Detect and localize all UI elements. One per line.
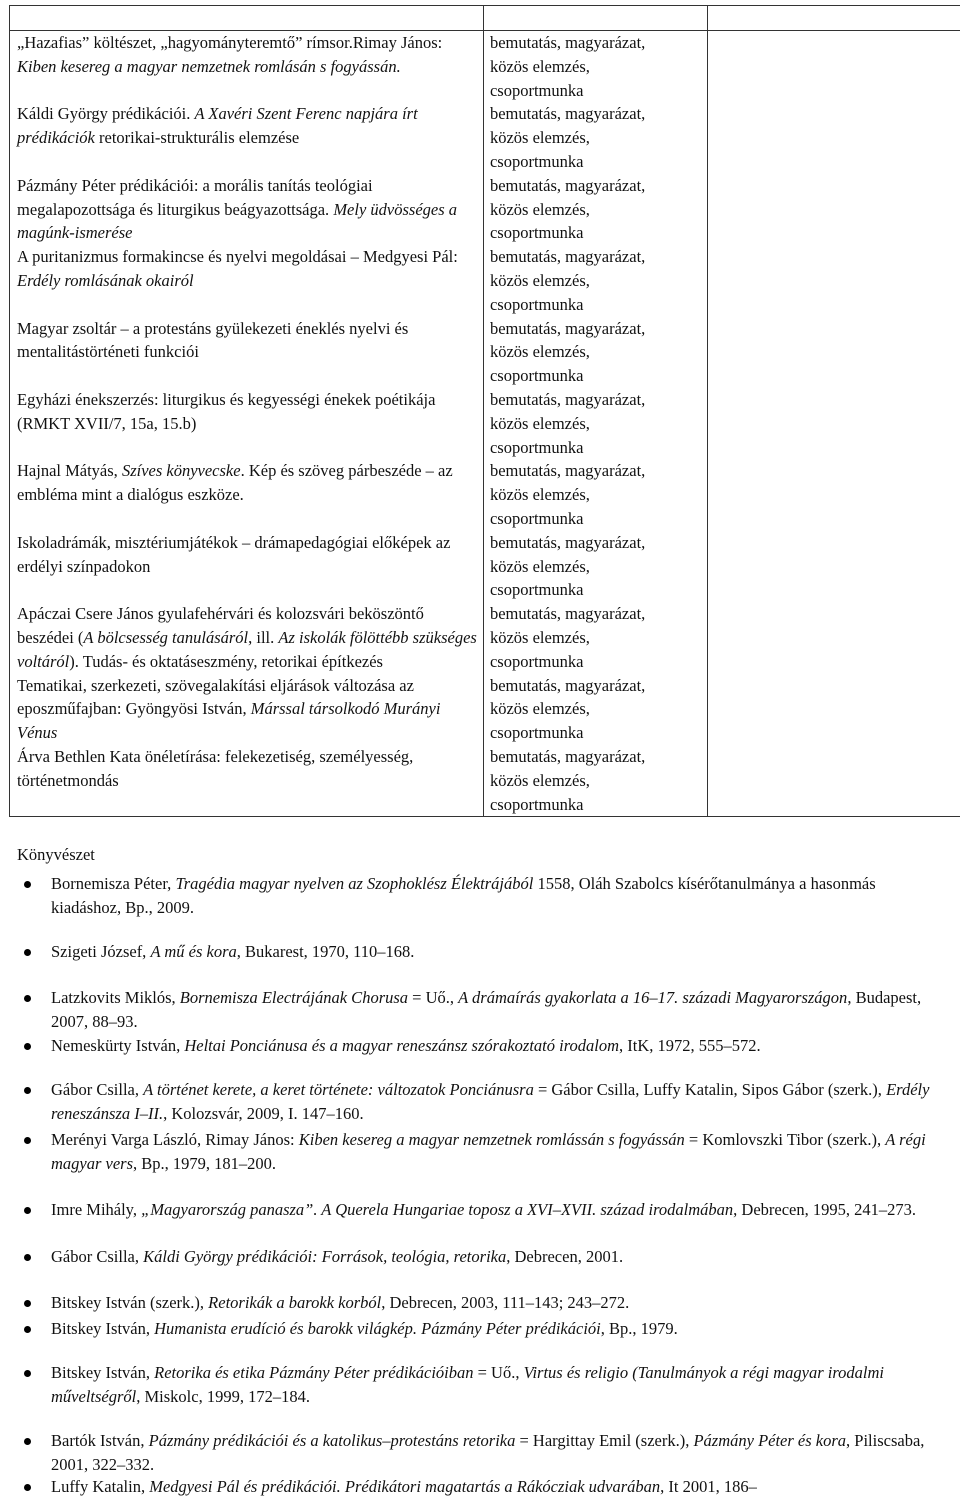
empty-cell <box>708 31 960 817</box>
reference-part: Medgyesi Pál és prédikációi. Prédikátori magatartás a Rákócziak udvarában <box>149 1477 661 1496</box>
bullet-icon <box>24 1484 31 1491</box>
reference-part: , Piliscsaba, 2001, 322‒332. <box>51 1431 925 1474</box>
topic-entry <box>17 174 477 245</box>
topic-entry <box>17 31 477 102</box>
bibliography-heading: Könyvészet <box>17 845 95 864</box>
reference-part: = Komlovszki Tibor (szerk.), <box>684 1130 886 1149</box>
method-line: bemutatás, magyarázat, <box>489 746 646 766</box>
topic-entry <box>17 388 477 459</box>
topic-entry <box>17 459 477 530</box>
topic-part: Káldi György prédikációi. <box>17 104 195 124</box>
method-line: csoportmunka <box>489 723 584 743</box>
reference-part: Erdély reneszánsza I‒II. <box>51 1080 930 1123</box>
reference-part: = Gábor Csilla, Luffy Katalin, Sipos Gábor (szerk.), <box>533 1080 887 1099</box>
reference-part: Merényi Varga László, Rimay János: <box>51 1130 299 1149</box>
reference-part: Káldi György prédikációi: Források, teológia, retorika <box>143 1247 507 1266</box>
reference-part: Heltai Ponciánusa és a magyar reneszánsz szórakoztató irodalom <box>184 1036 619 1055</box>
empty-cell <box>10 6 484 31</box>
bullet-icon <box>24 949 31 956</box>
reference-part: , ItK, 1972, 555‒572. <box>619 1036 761 1055</box>
method-entry <box>490 245 707 316</box>
bullet-icon <box>24 1254 31 1261</box>
topic-part: Erdély romlásának okairól <box>17 270 194 290</box>
reference-text <box>51 1291 941 1315</box>
document-page <box>5 5 955 1499</box>
reference-text <box>51 1429 941 1476</box>
topic-part: A Xavéri Szent Ferenc napjára írt prédikációk <box>17 104 418 148</box>
bullet-icon <box>24 1370 31 1377</box>
method-line: közös elemzés, <box>489 128 590 148</box>
method-line: csoportmunka <box>489 437 584 457</box>
method-entry <box>490 745 707 816</box>
empty-cell <box>708 6 960 31</box>
reference-text <box>51 940 941 964</box>
method-line: közös elemzés, <box>489 770 590 790</box>
reference-text <box>51 1245 941 1269</box>
method-line: bemutatás, magyarázat, <box>489 461 646 481</box>
reference-part: = Uő., <box>473 1363 524 1382</box>
empty-cell <box>483 6 707 31</box>
reference-text <box>51 1475 941 1499</box>
reference-part: 1558, Oláh Szabolcs kísérőtanulmánya a hasonmás kiadáshoz, Bp., 2009. <box>51 874 876 917</box>
method-line: bemutatás, magyarázat, <box>489 104 646 124</box>
method-line: közös elemzés, <box>489 556 590 576</box>
reference-part: Luffy Katalin, <box>51 1477 150 1496</box>
topic-part: retorikai-strukturális elemzése <box>94 128 300 148</box>
reference-part: Tragédia magyar nyelven az Szophoklész Élektrájából <box>175 874 534 893</box>
method-line: bemutatás, magyarázat, <box>489 532 646 552</box>
reference-part: = Uő., <box>408 988 459 1007</box>
reference-part: , Debrecen, 2003, 111‒143; 243‒272. <box>381 1293 630 1312</box>
reference-part: Bitskey István, <box>51 1319 155 1338</box>
reference-part: Nemeskürty István, <box>51 1036 185 1055</box>
method-line: közös elemzés, <box>489 413 590 433</box>
method-line: bemutatás, magyarázat, <box>489 33 646 52</box>
method-line: csoportmunka <box>489 651 584 671</box>
bullet-icon <box>24 1300 31 1307</box>
topic-part: „Hazafias” költészet, „hagyományteremtő” rímsor. <box>17 33 353 52</box>
reference-text <box>51 1198 941 1222</box>
method-line: bemutatás, magyarázat, <box>489 675 646 695</box>
method-line: közös elemzés, <box>489 699 590 719</box>
reference-text <box>51 1034 941 1058</box>
reference-part: Bartók István, <box>51 1431 149 1450</box>
table-header-row <box>10 6 960 31</box>
table-body-row <box>10 31 960 817</box>
topic-part: , ill. <box>248 627 279 647</box>
reference-part: Imre Mihály, <box>51 1200 142 1219</box>
topic-part: Tematikai, szerkezeti, szövegalakítási eljárások változása az eposzműfajban: Gyöngyösi István, <box>17 675 414 719</box>
topic-part: A puritanizmus formakincse és nyelvi megoldásai ‒ Medgyesi Pál: <box>17 247 458 267</box>
bullet-icon <box>24 995 31 1002</box>
reference-part: , Bukarest, 1970, 110‒168. <box>236 942 415 961</box>
method-line: közös elemzés, <box>489 485 590 505</box>
topic-part: Kiben kesereg a magyar nemzetnek romlásán s fogyássán. <box>17 56 401 76</box>
bullet-icon <box>24 1043 31 1050</box>
bullet-icon <box>24 881 31 888</box>
reference-text <box>51 1078 941 1125</box>
topic-part: Magyar zsoltár ‒ a protestáns gyülekezeti éneklés nyelvi és mentalitástörténeti funkciói <box>17 318 409 362</box>
reference-part: Retorika és etika Pázmány Péter prédikációiban <box>154 1363 474 1382</box>
topic-entry <box>17 531 477 602</box>
reference-part: „Magyarország panasza”. A Querela Hungariae toposz a XVI‒XVII. század irodalmában <box>141 1200 734 1219</box>
reference-part: , Miskolc, 1999, 172‒184. <box>136 1386 310 1406</box>
reference-part: , Kolozsvár, 2009, I. 147‒160. <box>163 1103 364 1123</box>
topic-part: Rimay János: <box>352 33 443 52</box>
course-schedule-table <box>9 5 960 817</box>
method-line: csoportmunka <box>489 294 584 314</box>
reference-text <box>51 986 941 1033</box>
topic-part: Mely üdvösséges a magúnk-ismerése <box>17 199 458 243</box>
reference-text <box>51 1128 941 1175</box>
reference-part: , Debrecen, 2001. <box>506 1247 624 1266</box>
bullet-icon <box>24 1326 31 1333</box>
reference-part: = Hargittay Emil (szerk.), <box>515 1431 694 1450</box>
reference-part: A régi magyar vers <box>51 1130 926 1173</box>
reference-part: A történet kerete, a keret története: változatok Ponciánusra <box>143 1080 534 1099</box>
reference-part: Bornemisza Péter, <box>51 874 176 893</box>
method-line: csoportmunka <box>489 366 584 386</box>
reference-text <box>51 872 941 919</box>
method-line: közös elemzés, <box>489 56 590 76</box>
methods-cell <box>483 31 707 817</box>
reference-part: Bitskey István, <box>51 1363 155 1382</box>
bullet-icon <box>24 1438 31 1445</box>
topic-part: Iskoladrámák, misztériumjátékok ‒ drámapedagógiai előképek az erdélyi színpadokon <box>17 532 451 576</box>
reference-part: Virtus és religio (Tanulmányok a régi magyar irodalmi műveltségről <box>51 1363 884 1406</box>
method-entry <box>490 602 707 673</box>
bullet-icon <box>24 1207 31 1214</box>
topic-part: Pázmány Péter prédikációi: a morális tanítás teológiai megalapozottsága és liturgikus beágyazottsága. <box>17 175 373 219</box>
method-entry <box>490 317 707 388</box>
topic-part: Az iskolák fölöttébb szükséges voltáról <box>17 627 477 671</box>
method-line: csoportmunka <box>489 794 584 814</box>
bullet-icon <box>24 1087 31 1094</box>
reference-part: Bitskey István (szerk.), <box>51 1293 209 1312</box>
method-line: közös elemzés, <box>489 342 590 362</box>
topic-part: Árva Bethlen Kata önéletírása: felekezetiség, személyesség, történetmondás <box>17 746 414 790</box>
topic-entry <box>17 674 477 745</box>
reference-part: A mű és kora <box>150 942 237 961</box>
reference-part: Gábor Csilla, <box>51 1247 144 1266</box>
reference-part: Humanista erudíció és barokk világkép. Pázmány Péter prédikációi <box>154 1319 601 1338</box>
reference-part: Bornemisza Electrájának Chorusa <box>179 988 409 1007</box>
method-entry <box>490 102 707 173</box>
method-entry <box>490 459 707 530</box>
topic-part: Márssal társolkodó Murányi Vénus <box>17 699 441 743</box>
topic-part: ). Tudás- és oktatáseszmény, retorikai építkezés <box>69 651 383 671</box>
topic-part: Egyházi énekszerzés: liturgikus és kegyességi énekek poétikája (RMKT XVII/7, 15a, 15.b) <box>17 389 436 433</box>
topic-entry <box>17 317 477 388</box>
reference-part: Kiben kesereg a magyar nemzetnek romlássán s fogyássán <box>298 1130 685 1149</box>
topics-cell <box>10 31 484 817</box>
method-line: bemutatás, magyarázat, <box>489 247 646 267</box>
reference-part: Pázmány Péter és kora <box>693 1431 847 1450</box>
method-line: közös elemzés, <box>489 270 590 290</box>
topic-part: Szíves könyvecske <box>121 461 241 481</box>
method-line: bemutatás, magyarázat, <box>489 175 646 195</box>
method-line: csoportmunka <box>489 580 584 600</box>
reference-part: Gábor Csilla, <box>51 1080 144 1099</box>
method-line: csoportmunka <box>489 223 584 243</box>
method-entry <box>490 531 707 602</box>
bullet-icon <box>24 1137 31 1144</box>
method-line: csoportmunka <box>489 508 584 528</box>
reference-part: , It 2001, 186‒ <box>660 1477 757 1496</box>
topic-part: Hajnal Mátyás, <box>17 461 122 481</box>
reference-part: Retorikák a barokk korból <box>208 1293 382 1312</box>
reference-part: Szigeti József, <box>51 942 151 961</box>
method-entry <box>490 31 707 102</box>
topic-part: . Kép és szöveg párbeszéde ‒ az embléma mint a dialógus eszköze. <box>17 461 453 505</box>
topic-entry <box>17 602 477 673</box>
topic-entry <box>17 102 477 173</box>
method-line: bemutatás, magyarázat, <box>489 318 646 338</box>
reference-part: A drámaírás gyakorlata a 16‒17. századi Magyarországon <box>458 988 848 1007</box>
method-line: közös elemzés, <box>489 199 590 219</box>
method-entry <box>490 674 707 745</box>
method-line: közös elemzés, <box>489 627 590 647</box>
reference-part: Latzkovits Miklós, <box>51 988 180 1007</box>
method-line: bemutatás, magyarázat, <box>489 604 646 624</box>
method-line: bemutatás, magyarázat, <box>489 389 646 409</box>
reference-text <box>51 1317 941 1341</box>
reference-part: , Debrecen, 1995, 241‒273. <box>733 1200 916 1219</box>
method-entry <box>490 388 707 459</box>
method-line: csoportmunka <box>489 80 584 100</box>
reference-part: Pázmány prédikációi és a katolikus‒protestáns retorika <box>148 1431 516 1450</box>
reference-part: , Bp., 1979. <box>600 1319 678 1338</box>
reference-text <box>51 1361 941 1408</box>
reference-part: , Bp., 1979, 181‒200. <box>133 1153 277 1173</box>
method-entry <box>490 174 707 245</box>
topic-entry <box>17 245 477 316</box>
topic-part: Apáczai Csere János gyulafehérvári és kolozsvári beköszöntő beszédei ( <box>17 604 424 647</box>
reference-part: , Budapest, 2007, 88‒93. <box>51 988 922 1031</box>
topic-part: A bölcsesség tanulásáról <box>83 627 249 647</box>
method-line: csoportmunka <box>489 151 584 171</box>
topic-entry <box>17 745 477 816</box>
